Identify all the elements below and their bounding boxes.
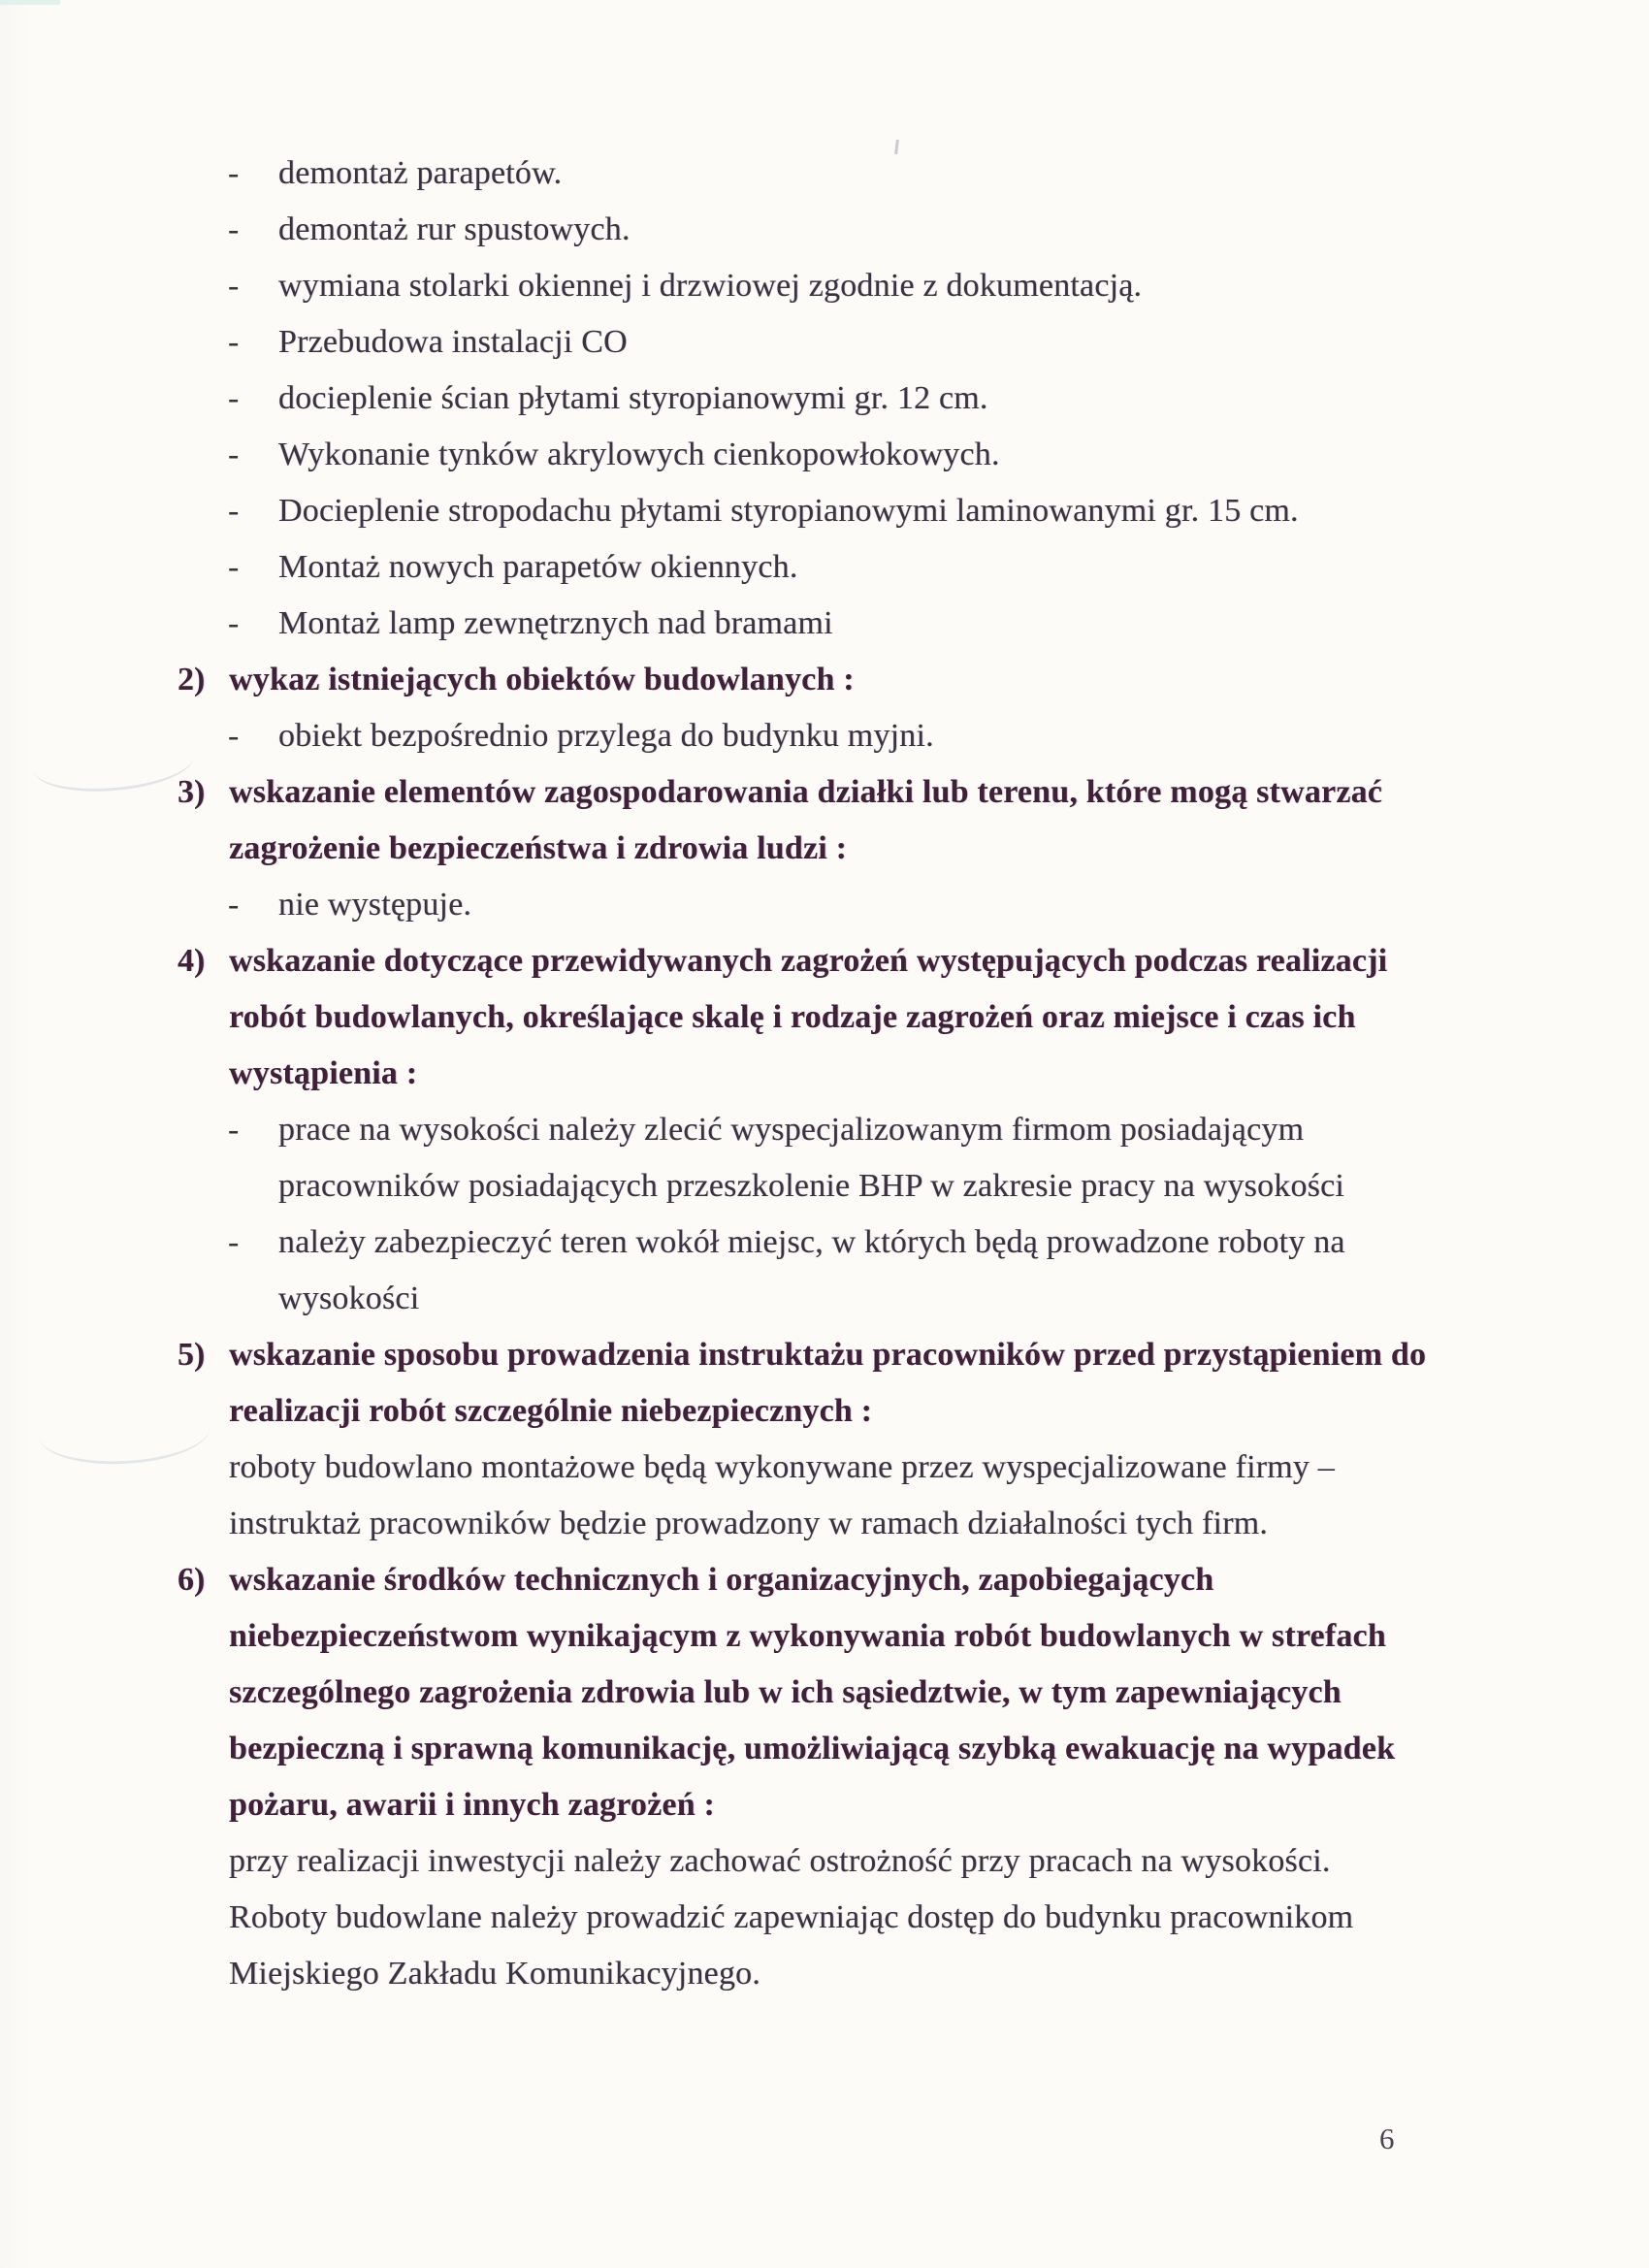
bullet-dash-icon: - — [228, 1112, 240, 1148]
document-line — [0, 258, 1649, 314]
bullet-dash-icon: - — [228, 437, 240, 472]
body-text: obiekt bezpośrednio przylega do budynku myjni. — [278, 718, 934, 754]
heading-text: niebezpieczeństwom wynikającym z wykonywania robót budowlanych w strefach — [229, 1618, 1386, 1654]
document-line — [0, 1665, 1649, 1721]
document-line — [0, 821, 1649, 877]
heading-text: zagrożenie bezpieczeństwa i zdrowia ludzi : — [229, 830, 848, 866]
document-line — [0, 877, 1649, 933]
bullet-dash-icon: - — [228, 268, 240, 304]
body-text: pracowników posiadających przeszkolenie BHP w zakresie pracy na wysokości — [278, 1168, 1345, 1204]
heading-text: robót budowlanych, określające skalę i rodzaje zagrożeń oraz miejsce i czas ich — [229, 999, 1356, 1035]
document-line — [0, 1833, 1649, 1890]
document-line — [0, 933, 1649, 989]
body-text: roboty budowlano montażowe będą wykonywane przez wyspecjalizowane firmy – — [229, 1449, 1336, 1485]
document-line — [0, 1890, 1649, 1946]
heading-text: wskazanie elementów zagospodarowania działki lub terenu, które mogą stwarzać — [229, 774, 1383, 810]
document-line — [0, 764, 1649, 821]
body-text: nie występuje. — [278, 887, 472, 923]
scan-artifact-corner — [0, 0, 60, 5]
document-line — [0, 314, 1649, 371]
item-number: 6) — [178, 1562, 206, 1598]
item-number: 2) — [178, 662, 206, 697]
document-body — [0, 146, 1649, 2002]
body-text: Montaż lamp zewnętrznych nad bramami — [278, 605, 833, 641]
heading-text: wystąpienia : — [229, 1055, 418, 1091]
item-number: 5) — [178, 1337, 206, 1373]
body-text: docieplenie ścian płytami styropianowymi gr. 12 cm. — [278, 380, 988, 416]
bullet-dash-icon: - — [228, 549, 240, 585]
bullet-dash-icon: - — [228, 1224, 240, 1260]
body-text: wysokości — [278, 1280, 420, 1316]
bullet-dash-icon: - — [228, 155, 240, 191]
bullet-dash-icon: - — [228, 718, 240, 754]
document-line — [0, 1552, 1649, 1608]
document-line — [0, 1102, 1649, 1158]
bullet-dash-icon: - — [228, 380, 240, 416]
body-text: Roboty budowlane należy prowadzić zapewniając dostęp do budynku pracownikom — [229, 1899, 1354, 1935]
heading-text: bezpieczną i sprawną komunikację, umożliwiającą szybką ewakuację na wypadek — [229, 1731, 1396, 1766]
document-line — [0, 1383, 1649, 1440]
bullet-dash-icon: - — [228, 605, 240, 641]
heading-text: wskazanie dotyczące przewidywanych zagrożeń występujących podczas realizacji — [229, 943, 1388, 979]
body-text: Montaż nowych parapetów okiennych. — [278, 549, 798, 585]
document-line — [0, 1271, 1649, 1327]
heading-text: wykaz istniejących obiektów budowlanych : — [229, 662, 855, 697]
heading-text: wskazanie środków technicznych i organizacyjnych, zapobiegających — [229, 1562, 1214, 1598]
bullet-dash-icon: - — [228, 887, 240, 923]
body-text: wymiana stolarki okiennej i drzwiowej zgodnie z dokumentacją. — [278, 268, 1143, 304]
document-line — [0, 1158, 1649, 1215]
body-text: należy zabezpieczyć teren wokół miejsc, w których będą prowadzone roboty na — [278, 1224, 1345, 1260]
document-line — [0, 483, 1649, 539]
body-text: Miejskiego Zakładu Komunikacyjnego. — [229, 1956, 761, 1992]
document-line — [0, 146, 1649, 202]
body-text: demontaż rur spustowych. — [278, 211, 630, 247]
heading-text: szczególnego zagrożenia zdrowia lub w ich sąsiedztwie, w tym zapewniających — [229, 1674, 1342, 1710]
document-line — [0, 1721, 1649, 1777]
item-number: 3) — [178, 774, 206, 810]
document-line — [0, 1327, 1649, 1383]
body-text: prace na wysokości należy zlecić wyspecjalizowanym firmom posiadającym — [278, 1112, 1305, 1148]
item-number: 4) — [178, 943, 206, 979]
document-line — [0, 1440, 1649, 1496]
document-line — [0, 539, 1649, 596]
document-line — [0, 1608, 1649, 1665]
document-line — [0, 596, 1649, 652]
document-line — [0, 202, 1649, 258]
document-line — [0, 1215, 1649, 1271]
bullet-dash-icon: - — [228, 211, 240, 247]
document-line — [0, 652, 1649, 708]
bullet-dash-icon: - — [228, 324, 240, 360]
document-line — [0, 371, 1649, 427]
body-text: demontaż parapetów. — [278, 155, 563, 191]
document-line — [0, 989, 1649, 1046]
body-text: Wykonanie tynków akrylowych cienkopowłokowych. — [278, 437, 1000, 472]
document-line — [0, 427, 1649, 483]
body-text: Przebudowa instalacji CO — [278, 324, 628, 360]
heading-text: realizacji robót szczególnie niebezpiecznych : — [229, 1393, 873, 1429]
body-text: Docieplenie stropodachu płytami styropianowymi laminowanymi gr. 15 cm. — [278, 493, 1299, 529]
document-line — [0, 1046, 1649, 1102]
body-text: przy realizacji inwestycji należy zachować ostrożność przy pracach na wysokości. — [229, 1843, 1331, 1879]
document-line — [0, 1777, 1649, 1833]
document-line — [0, 1496, 1649, 1552]
bullet-dash-icon: - — [228, 493, 240, 529]
heading-text: pożaru, awarii i innych zagrożeń : — [229, 1787, 716, 1823]
page-number: 6 — [1379, 2122, 1395, 2155]
heading-text: wskazanie sposobu prowadzenia instruktażu pracowników przed przystąpieniem do — [229, 1337, 1427, 1373]
document-line — [0, 1946, 1649, 2002]
document-line — [0, 708, 1649, 764]
body-text: instruktaż pracowników będzie prowadzony w ramach działalności tych firm. — [229, 1506, 1269, 1541]
